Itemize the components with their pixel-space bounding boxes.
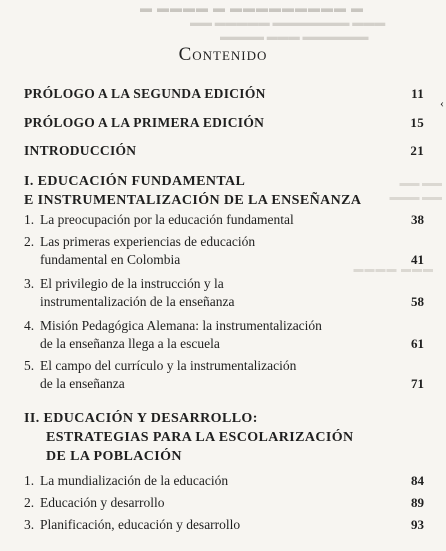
toc-item-number: 2. [24,495,35,510]
section-heading-line: II. EDUCACIÓN Y DESARROLLO: [24,411,258,426]
page-title: Contenido [178,44,268,65]
toc-entry-page: 21 [410,143,424,158]
toc-item [24,211,424,229]
toc-item-page: 71 [411,376,424,391]
toc-entry-page: 15 [410,115,424,130]
bleed-text: ▬▬ ▬▬ [399,178,442,189]
section-heading-2 [24,409,424,466]
toc-entry-introduction [24,143,424,159]
toc-item-line: de la enseñanza llega a la escuela [40,336,220,351]
toc-item-line: Las primeras experiencias de educación [40,234,256,249]
bleed-text: ▬▬▬▬ ▬▬▬ ▬▬▬▬▬▬ [220,31,369,40]
toc-entry-label: PRÓLOGO A LA SEGUNDA EDICIÓN [24,86,266,101]
toc-item [24,472,424,490]
toc-item-line: Educación y desarrollo [40,495,165,510]
previous-page-bleed-through [0,0,446,40]
bleed-text: ▬▬ ▬▬▬▬▬ ▬▬▬▬▬▬▬ ▬▬▬ [190,17,386,29]
toc-item-number: 3. [24,517,35,532]
toc-item [24,357,424,393]
bleed-text: ▬ ▬▬▬▬ ▬ ▬▬▬▬▬▬▬▬▬ ▬ [140,1,364,15]
toc-item-page: 84 [411,473,424,488]
toc-item-page: 38 [411,212,424,227]
toc-entry-prologue-second [24,86,424,102]
toc-item-line: fundamental en Colombia [40,252,181,267]
section-heading-line: ESTRATEGIAS PARA LA ESCOLARIZACIÓN [46,430,354,445]
toc-item-line: El campo del currículo y la instrumentalización [40,358,297,373]
toc-item [24,317,424,353]
section-heading-line: DE LA POBLACIÓN [46,449,182,464]
toc-item-page: 41 [411,252,424,267]
toc-item [24,233,424,269]
toc-item [24,494,424,512]
toc-item-line: Planificación, educación y desarrollo [40,517,241,532]
toc-item-line: El privilegio de la instrucción y la [40,276,224,291]
toc-item-number: 3. [24,276,35,291]
toc-item-line: Misión Pedagógica Alemana: la instrumentalización [40,318,322,333]
toc-item-number: 4. [24,318,35,333]
toc-item-page: 61 [411,336,424,351]
toc-item-page: 89 [411,495,424,510]
toc-entry-prologue-first [24,115,424,131]
toc-entry-label: PRÓLOGO A LA PRIMERA EDICIÓN [24,115,265,130]
toc-item [24,516,424,534]
toc-item-line: La preocupación por la educación fundamental [40,212,294,227]
toc-item-number: 1. [24,473,35,488]
margin-mark: ‹ [440,96,444,110]
toc-item-line: La mundialización de la educación [40,473,229,488]
toc-item-number: 2. [24,234,35,249]
toc-item-page: 58 [411,294,424,309]
toc-item [24,275,424,311]
toc-item-page: 93 [411,517,424,532]
section-heading-1 [24,172,424,210]
bleed-text: ▬▬▬ ▬▬ [389,192,442,203]
toc-item-line: de la enseñanza [40,376,125,391]
toc-item-number: 1. [24,212,35,227]
toc-item-line: instrumentalización de la enseñanza [40,294,235,309]
section-heading-line: I. EDUCACIÓN FUNDAMENTAL [24,174,246,189]
toc-entry-page: 11 [411,86,424,101]
section-heading-line: E INSTRUMENTALIZACIÓN DE LA ENSEÑANZA [24,193,362,208]
toc-item-number: 5. [24,358,35,373]
bleed-text: ▬▬▬▬ ▬▬▬ [353,264,434,275]
toc-entry-label: INTRODUCCIÓN [24,143,137,158]
